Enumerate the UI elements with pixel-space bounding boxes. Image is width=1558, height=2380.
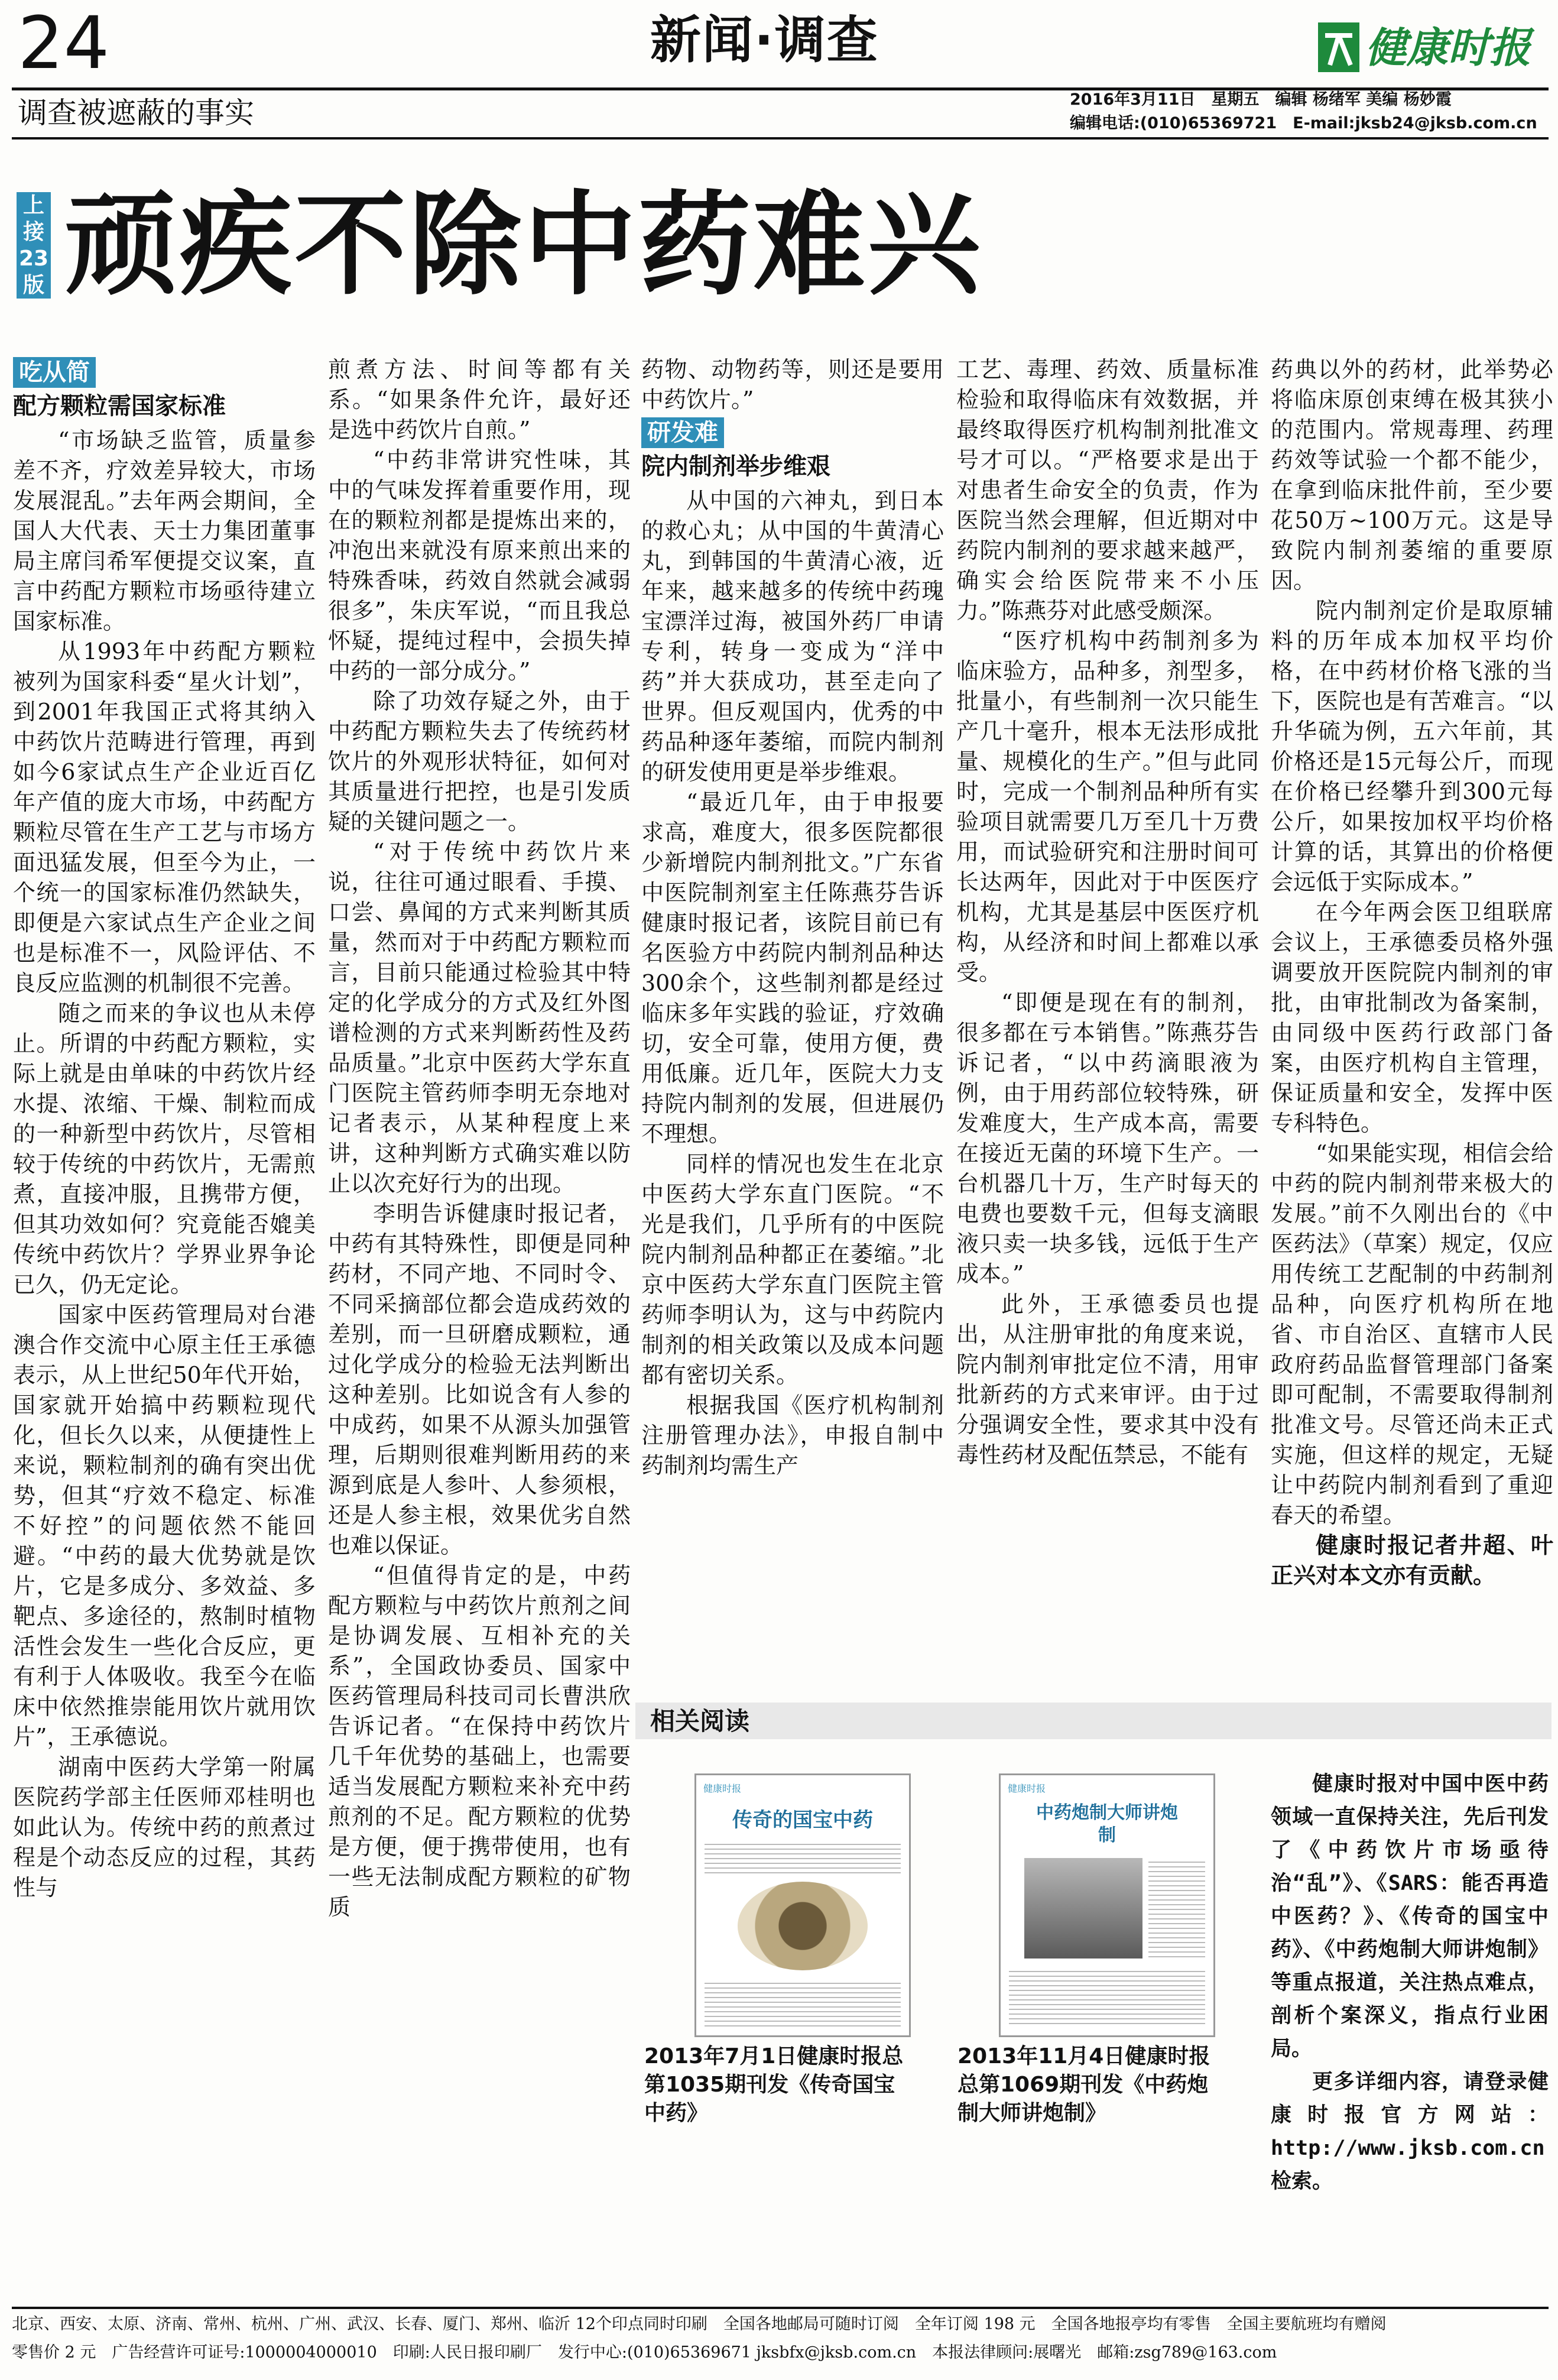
article-column-3 bbox=[641, 355, 944, 1481]
continued-from-badge: 上接23版 bbox=[17, 192, 51, 299]
paragraph: 药典以外的药材，此举势必将临床原创束缚在极其狭小的范围内。常规毒理、药理药效等试验一个都不能少，在拿到临床批件前，至少要花50万~100万元。这是导致院内制剂萎缩的重要原因。 bbox=[1271, 356, 1553, 594]
article-column-4 bbox=[956, 355, 1259, 1470]
column-title: 调查被遮蔽的事实 bbox=[18, 96, 254, 130]
thumbnail-text-lines bbox=[705, 1979, 901, 2026]
reporter-credit: 健康时报记者井超、叶正兴对本文亦有贡献。 bbox=[1271, 1532, 1553, 1588]
related-thumbnail-1 bbox=[694, 1773, 911, 2037]
thumbnail-title: 中药炮制大师讲炮制 bbox=[1036, 1802, 1178, 1846]
paragraph: 根据我国《医疗机构制剂注册管理办法》，申报自制中药制剂均需生产 bbox=[641, 1392, 944, 1478]
paragraph: 除了功效存疑之外，由于中药配方颗粒失去了传统药材饮片的外观形状特征，如何对其质量进行把控，也是引发质疑的关键问题之一。 bbox=[328, 688, 631, 835]
paragraph: “市场缺乏监管，质量参差不齐，疗效差异较大，市场发展混乱。”去年两会期间，全国人大代表、天士力集团董事局主席闫希军便提交议案，直言中药配方颗粒市场亟待建立国家标准。 bbox=[13, 427, 316, 634]
article-column-5 bbox=[1271, 355, 1553, 1591]
paragraph: “但值得肯定的是，中药配方颗粒与中药饮片煎剂之间是协调发展、互相补充的关系”，全国政协委员、国家中医药管理局科技司司长曹洪欣告诉记者。“在保持中药饮片几千年优势的基础上，也需要适当发展配方颗粒来补充中药煎剂的不足。配方颗粒的优势是方便，便于携带使用，也有一些无法制成配方颗粒的矿物质 bbox=[328, 1562, 631, 1920]
paragraph: 更多详细内容，请登录健康时报官方网站：http://www.jksb.com.cn检索。 bbox=[1271, 2070, 1549, 2193]
related-caption-2: 2013年11月4日健康时报总第1069期刊发《中药炮制大师讲炮制》 bbox=[957, 2044, 1210, 2125]
thumbnail-text-lines bbox=[1009, 1967, 1205, 2026]
thumbnail-masthead: 健康时报 bbox=[1008, 1783, 1046, 1794]
paragraph: 随之而来的争议也从未停止。所谓的中药配方颗粒，实际上就是由单味的中药饮片经水提、浓缩、干燥、制粒而成的一种新型中药饮片，尽管相较于传统的中药饮片，无需煎煮，直接冲服，且携带方便，但其功效如何？究竟能否媲美传统中药饮片？学界业界争论已久，仍无定论。 bbox=[13, 1000, 316, 1298]
paragraph: 从中国的六神丸，到日本的救心丸；从中国的牛黄清心丸，到韩国的牛黄清心液，近年来，越来越多的传统中药瑰宝漂洋过海，被国外药厂申请专利，转身一变成为“洋中药”并大获成功，甚至走向了世界。但反观国内，优秀的中药品种逐年萎缩，而院内制剂的研发使用更是举步维艰。 bbox=[641, 488, 944, 785]
paragraph: 工艺、毒理、药效、质量标准检验和取得临床有效数据，并最终取得医疗机构制剂批准文号才可以。“严格要求是出于对患者生命安全的负责，作为医院当然会理解，但近期对中药院内制剂的要求越来越严，确实会给医院带来不小压力。”陈燕芬对此感受颇深。 bbox=[956, 356, 1259, 624]
article-column-2 bbox=[328, 355, 631, 1922]
related-reading-text bbox=[1271, 1768, 1549, 2198]
section-title: 新闻·调查 bbox=[650, 11, 879, 70]
thumbnail-text-lines bbox=[1148, 1858, 1205, 1959]
paragraph: “对于传统中药饮片来说，往往可通过眼看、手摸、口尝、鼻闻的方式来判断其质量，然而对于中药配方颗粒而言，目前只能通过检验其中特定的化学成分的方式及红外图谱检测的方式来判断药性及药品质量。”北京中医药大学东直门医院主管药师李明无奈地对记者表示，从某种程度上来讲，这种判断方式确实难以防止以次充好行为的出现。 bbox=[328, 839, 631, 1197]
contact-line: 编辑电话:(010)65369721 E-mail:jksb24@jksb.com.cn bbox=[1070, 114, 1537, 132]
thumbnail-photo bbox=[738, 1882, 868, 1970]
paragraph: “最近几年，由于申报要求高，难度大，很多医院都很少新增院内制剂批文。”广东省中医院制剂室主任陈燕芬告诉健康时报记者，该院目前已有名医验方中药院内制剂品种达300余个，这些制剂都是经过临床多年实践的验证，疗效确切，安全可靠，使用方便，费用低廉。近几年，医院大力支持院内制剂的发展，但进展仍不理想。 bbox=[641, 789, 944, 1147]
paragraph: 李明告诉健康时报记者，中药有其特殊性，即便是同种药材，不同产地、不同时令、不同采摘部位都会造成药效的差别，而一旦研磨成颗粒，通过化学成分的检验无法判断出这种差别。比如说含有人参的中成药，如果不从源头加强管理，后期则很难判断用药的来源到底是人参叶、人参须根，还是人参主根，效果优劣自然也难以保证。 bbox=[328, 1201, 631, 1558]
related-caption-1: 2013年7月1日健康时报总第1035期刊发《传奇国宝中药》 bbox=[644, 2044, 904, 2125]
paragraph: 在今年两会医卫组联席会议上，王承德委员格外强调要放开医院院内制剂的审批，由审批制改为备案制，由同级中医药行政部门备案，由医疗机构自主管理，保证质量和安全，发挥中医专科特色。 bbox=[1271, 899, 1553, 1136]
related-reading-title: 相关阅读 bbox=[650, 1707, 750, 1736]
paragraph: 国家中医药管理局对台港澳合作交流中心原主任王承德表示，从上世纪50年代开始，国家就开始搞中药颗粒现代化，但长久以来，从便捷性上来说，颗粒制剂的确有突出优势，但其“疗效不稳定、标准不好控”的问题依然不能回避。“中药的最大优势就是饮片，它是多成分、多效益、多靶点、多途径的，熬制时植物活性会发生一些化合反应，更有利于人体吸收。我至今在临床中依然推崇能用饮片就用饮片”，王承德说。 bbox=[13, 1302, 316, 1750]
thumbnail-title: 传奇的国宝中药 bbox=[732, 1808, 873, 1832]
paragraph: “如果能实现，相信会给中药的院内制剂带来极大的发展。”前不久刚出台的《中医药法》（草案）规定，仅应用传统工艺配制的中药制剂品种，向医疗机构所在地省、市自治区、直辖市人民政府药品监督管理部门备案即可配制，不需要取得制剂批准文号。尽管还尚未正式实施，但这样的规定，无疑让中药院内制剂看到了重迎春天的希望。 bbox=[1271, 1140, 1553, 1528]
article-column-1 bbox=[13, 355, 316, 1903]
subheading: 配方颗粒需国家标准 bbox=[13, 393, 226, 420]
logo-text: 健康时报 bbox=[1365, 24, 1531, 72]
paragraph: 健康时报对中国中医中药领域一直保持关注，先后刊发了《中药饮片市场亟待治“乱”》、《SARS：能否再造中医药？》、《传奇的国宝中药》、《中药炮制大师讲炮制》等重点报道，关注热点难点，剖析个案深义，指点行业困局。 bbox=[1271, 1772, 1549, 2061]
paragraph: 湖南中医药大学第一附属医院药学部主任医师邓桂明也如此认为。传统中药的煎煮过程是个动态反应的过程，其药性与 bbox=[13, 1754, 316, 1901]
paragraph: 药物、动物药等，则还是要用中药饮片。” bbox=[641, 356, 944, 413]
thumbnail-text-lines bbox=[705, 1840, 901, 1876]
section-tag: 研发难 bbox=[641, 417, 724, 448]
paragraph: 此外，王承德委员也提出，从注册审批的角度来说，院内制剂审批定位不清，用审批新药的方式来审评。由于过分强调安全性，要求其中没有毒性药材及配伍禁忌，不能有 bbox=[956, 1291, 1259, 1468]
paragraph: “即便是现在有的制剂，很多都在亏本销售。”陈燕芬告诉记者，“以中药滴眼液为例，由于用药部位较特殊，研发难度大，生产成本高，需要在接近无菌的环境下生产。一台机器几十万，生产时每天的电费也要数千元，但每支滴眼液只卖一块多钱，远低于生产成本。” bbox=[956, 990, 1259, 1287]
paragraph: 煎煮方法、时间等都有关系。“如果条件允许，最好还是选中药饮片自煎。” bbox=[328, 356, 631, 443]
date-editor-line: 2016年3月11日 星期五 编辑 杨绪军 美编 杨妙霞 bbox=[1070, 90, 1452, 109]
paragraph: “医疗机构中药制剂多为临床验方，品种多，剂型多，批量小，有些制剂一次只能生产几十毫升，根本无法形成批量、规模化的生产。”但与此同时，完成一个制剂品种所有实验项目就需要几万至几十万费用，而试验研究和注册时间可长达两年，因此对于中医医疗机构，尤其是基层中医医疗机构，从经济和时间上都难以承受。 bbox=[956, 628, 1259, 985]
subheading: 院内制剂举步维艰 bbox=[641, 453, 830, 480]
section-tag: 吃从简 bbox=[13, 357, 96, 388]
related-reading-bar bbox=[635, 1703, 1551, 1739]
headline: 顽疾不除中药难兴 bbox=[65, 180, 983, 310]
paragraph: “中药非常讲究性味，其中的气味发挥着重要作用，现在的颗粒剂都是提炼出来的，冲泡出来就没有原来煎出来的特殊香味，药效自然就会减弱很多”，朱庆军说，“而且我总怀疑，提纯过程中，会损失掉中药的一部分成分。” bbox=[328, 447, 631, 684]
page-number: 24 bbox=[18, 1, 110, 85]
thumbnail-masthead: 健康时报 bbox=[703, 1783, 742, 1794]
paragraph: 同样的情况也发生在北京中医药大学东直门医院。“不光是我们，几乎所有的中医院院内制剂品种都正在萎缩。”北京中医药大学东直门医院主管药师李明认为，这与中药院内制剂的相关政策以及成本问题都有密切关系。 bbox=[641, 1151, 944, 1388]
footer-print-info: 北京、西安、太原、济南、常州、杭州、广州、武汉、长春、厦门、郑州、临沂 12个印点同时印刷 全国各地邮局可随时订阅 全年订阅 198 元 全国各地报亭均有零售 全国主要航班均有赠阅 bbox=[12, 2315, 1387, 2333]
footer-publisher-info: 零售价 2 元 广告经营许可证号:1000004000010 印刷:人民日报印刷厂 发行中心:(010)65369671 jksbfx@jksb.com.cn 本报法律顾问:展曙光 邮箱:zsg789@163.com bbox=[12, 2343, 1277, 2362]
related-thumbnail-2 bbox=[999, 1773, 1215, 2037]
logo-mark-icon bbox=[1318, 22, 1359, 72]
paragraph: 从1993年中药配方颗粒被列为国家科委“星火计划”，到2001年我国正式将其纳入中药饮片范畴进行管理，再到如今6家试点生产企业近百亿年产值的庞大市场，中药配方颗粒尽管在生产工艺与市场方面迅猛发展，但至今为止，一个统一的国家标准仍然缺失，即便是六家试点生产企业之间也是标准不一，风险评估、不良反应监测的机制很不完善。 bbox=[13, 638, 316, 996]
footer-rule bbox=[12, 2307, 1549, 2309]
thumbnail-photo bbox=[1024, 1858, 1142, 1959]
header-rule-bottom bbox=[12, 137, 1549, 140]
paragraph: 院内制剂定价是取原辅料的历年成本加权平均价格，在中药材价格飞涨的当下，医院也是有苦难言。“以升华硫为例，五六年前，其价格还是15元每公斤，而现在价格已经攀升到300元每公斤，如果按加权平均价格计算的话，其算出的价格便会远低于实际成本。” bbox=[1271, 598, 1553, 895]
